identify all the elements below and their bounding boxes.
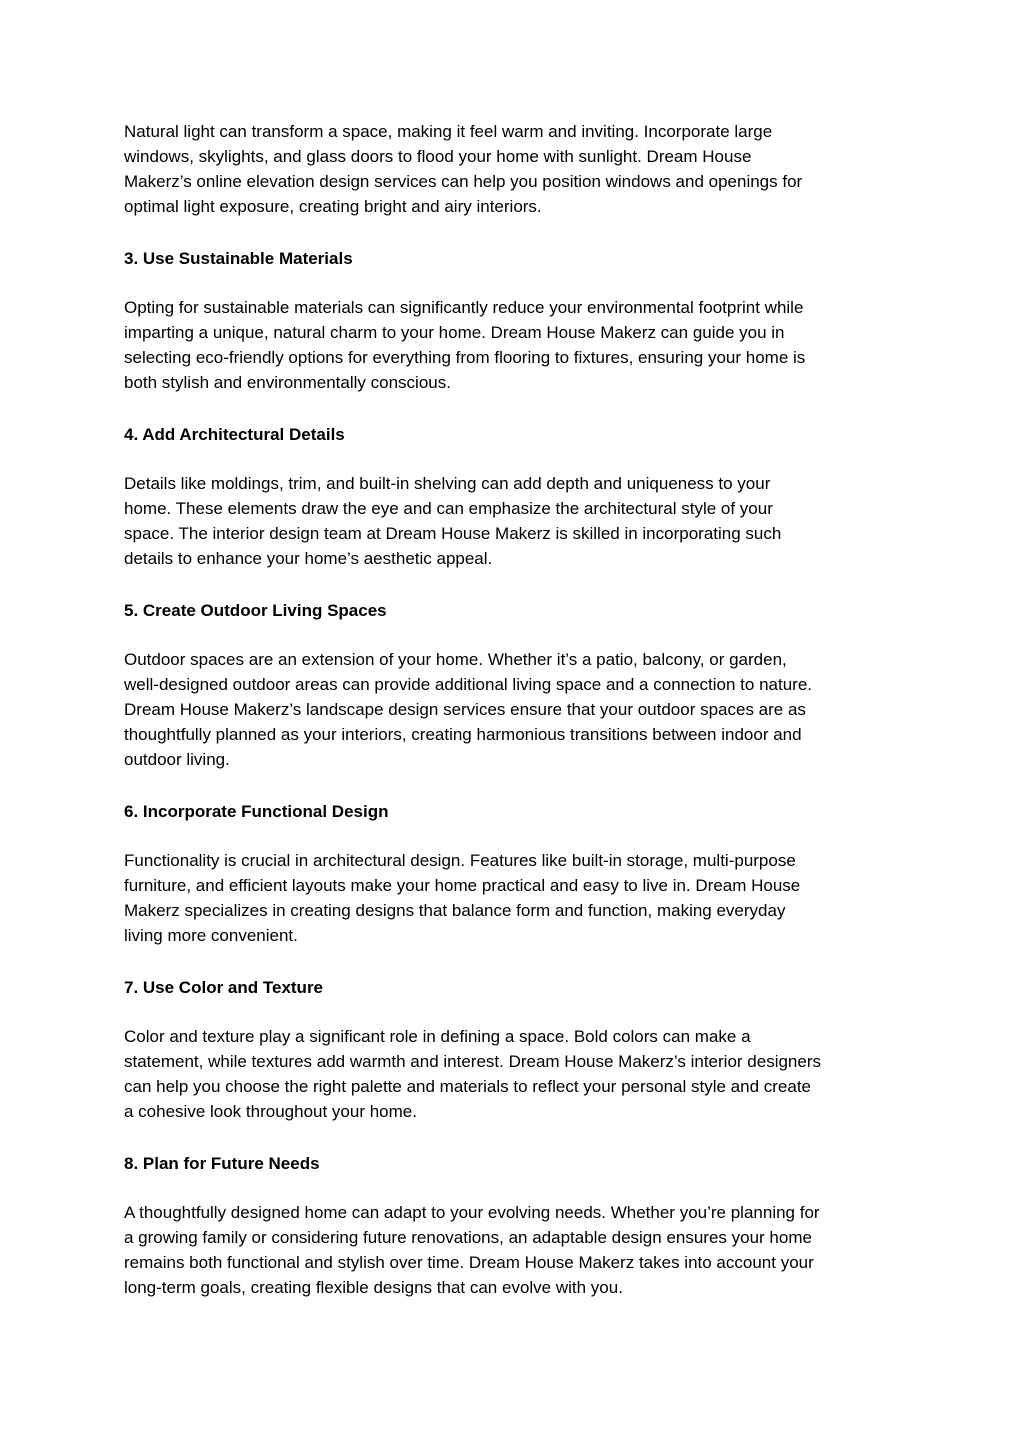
paragraph-line: living more convenient.: [124, 926, 298, 945]
paragraph-line: optimal light exposure, creating bright and airy interiors.: [124, 197, 542, 216]
paragraph-line: Details like moldings, trim, and built-in shelving can add depth and uniqueness to your: [124, 474, 771, 493]
paragraph-line: Outdoor spaces are an extension of your home. Whether it’s a patio, balcony, or garden,: [124, 650, 787, 669]
paragraph-line: Makerz’s online elevation design services can help you position windows and openings for: [124, 172, 803, 191]
paragraph-line: a cohesive look throughout your home.: [124, 1102, 417, 1121]
paragraph-line: long-term goals, creating flexible designs that can evolve with you.: [124, 1278, 623, 1297]
section-paragraph: [124, 295, 896, 395]
paragraph-line: Functionality is crucial in architectural design. Features like built-in storage, multi-purpose: [124, 851, 796, 870]
section-heading: 8. Plan for Future Needs: [124, 1154, 320, 1173]
paragraph-line: remains both functional and stylish over time. Dream House Makerz takes into account your: [124, 1253, 814, 1272]
paragraph-line: furniture, and efficient layouts make your home practical and easy to live in. Dream House: [124, 876, 801, 895]
paragraph-line: outdoor living.: [124, 750, 230, 769]
paragraph-line: well-designed outdoor areas can provide additional living space and a connection to nature.: [124, 675, 813, 694]
paragraph-line: space. The interior design team at Dream House Makerz is skilled in incorporating such: [124, 524, 782, 543]
paragraph-line: Color and texture play a significant role in defining a space. Bold colors can make a: [124, 1027, 751, 1046]
intro-paragraph: [124, 119, 896, 219]
paragraph-line: statement, while textures add warmth and interest. Dream House Makerz’s interior designers: [124, 1052, 821, 1071]
paragraph-line: home. These elements draw the eye and can emphasize the architectural style of your: [124, 499, 773, 518]
paragraph-line: details to enhance your home’s aesthetic appeal.: [124, 549, 493, 568]
paragraph-line: A thoughtfully designed home can adapt to your evolving needs. Whether you’re planning for: [124, 1203, 820, 1222]
paragraph-line: a growing family or considering future renovations, an adaptable design ensures your home: [124, 1228, 812, 1247]
section-paragraph: [124, 471, 896, 571]
paragraph-line: Opting for sustainable materials can significantly reduce your environmental footprint while: [124, 298, 804, 317]
paragraph-line: can help you choose the right palette and materials to reflect your personal style and create: [124, 1077, 812, 1096]
document-page: [124, 119, 896, 1327]
section-paragraph: [124, 647, 896, 772]
section-heading: 7. Use Color and Texture: [124, 978, 324, 997]
paragraph-line: Dream House Makerz’s landscape design services ensure that your outdoor spaces are as: [124, 700, 806, 719]
section-heading: 4. Add Architectural Details: [124, 425, 345, 444]
paragraph-line: Natural light can transform a space, making it feel warm and inviting. Incorporate large: [124, 122, 773, 141]
section-heading: 6. Incorporate Functional Design: [124, 802, 389, 821]
paragraph-line: both stylish and environmentally conscious.: [124, 373, 451, 392]
paragraph-line: Makerz specializes in creating designs that balance form and function, making everyday: [124, 901, 786, 920]
section-heading: 5. Create Outdoor Living Spaces: [124, 601, 387, 620]
paragraph-line: selecting eco-friendly options for everything from flooring to fixtures, ensuring your home is: [124, 348, 806, 367]
paragraph-line: thoughtfully planned as your interiors, creating harmonious transitions between indoor and: [124, 725, 802, 744]
paragraph-line: imparting a unique, natural charm to your home. Dream House Makerz can guide you in: [124, 323, 785, 342]
section-paragraph: [124, 1200, 896, 1300]
section-paragraph: [124, 848, 896, 948]
section-heading: 3. Use Sustainable Materials: [124, 249, 353, 268]
section-paragraph: [124, 1024, 896, 1124]
paragraph-line: windows, skylights, and glass doors to flood your home with sunlight. Dream House: [124, 147, 752, 166]
